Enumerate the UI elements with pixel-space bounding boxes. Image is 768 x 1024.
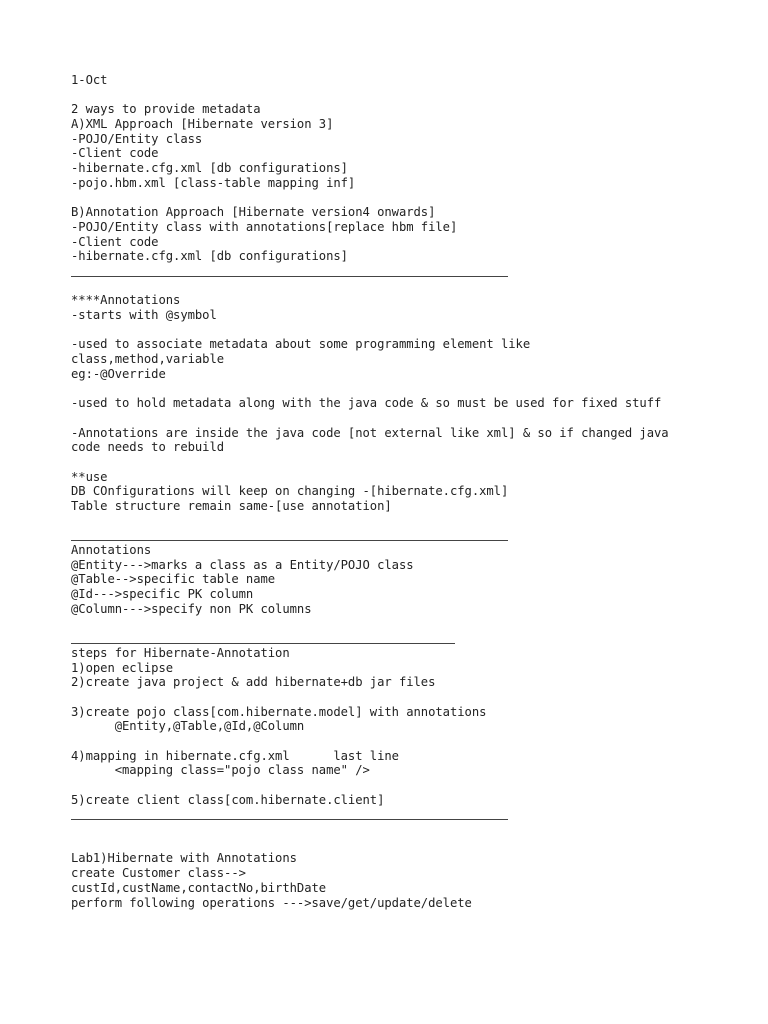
divider-line [71,264,751,279]
lab-line: create Customer class--> [71,866,246,881]
blank-line [71,381,751,396]
blank-line [71,778,751,793]
annotations-inside-code: code needs to rebuild [71,440,225,455]
annotation-entry: @Column--->specify non PK columns [71,601,312,616]
annotations-list-heading: Annotations [71,543,152,557]
annotations-used-associate: -used to associate metadata about some programming element like [71,337,531,352]
use-heading: **use [71,469,108,484]
annotation-approach-item: -POJO/Entity class with annotations[replace hbm file] [71,219,458,234]
blank-line [71,279,751,294]
blank-line [71,837,751,852]
annotation-entry: @Table-->specific table name [71,572,276,587]
step-3-detail: @Entity,@Table,@Id,@Column [71,719,305,734]
annotation-approach-item: -hibernate.cfg.xml [db configurations] [71,249,348,264]
blank-line [71,616,751,631]
annotations-inside-code: -Annotations are inside the java code [not external like xml] & so if changed java [71,425,669,440]
lab-line: custId,custName,contactNo,birthDate [71,880,327,895]
blank-line [71,88,751,103]
annotations-starts-with: -starts with @symbol [71,308,217,322]
xml-approach-item: -Client code [71,146,159,161]
xml-approach-item: -POJO/Entity class [71,131,203,146]
blank-line [71,514,751,529]
divider-line [71,807,751,822]
xml-approach-heading: A)XML Approach [Hibernate version 3] [71,117,334,132]
step-1: 1)open eclipse [71,660,174,675]
step-4: 4)mapping in hibernate.cfg.xml last line [71,748,399,763]
step-2: 2)create java project & add hibernate+db jar files [71,675,436,690]
step-5: 5)create client class[com.hibernate.client] [71,792,385,807]
xml-approach-item: -pojo.hbm.xml [class-table mapping inf] [71,175,356,190]
annotation-entry: @Entity--->marks a class as a Entity/POJO class [71,557,414,572]
blank-line [71,455,751,470]
annotations-intro-heading: ****Annotations [71,293,181,308]
annotations-used-hold: -used to hold metadata along with the java code & so must be used for fixed stuff [71,396,662,411]
intro-line: 2 ways to provide metadata [71,102,261,117]
steps-heading: steps for Hibernate-Annotation [71,645,290,660]
lab-line: perform following operations --->save/get/update/delete [71,895,472,910]
xml-approach-item: -hibernate.cfg.xml [db configurations] [71,161,348,176]
annotation-approach-item: -Client code [71,234,159,249]
blank-line [71,822,751,837]
lab-line: Lab1)Hibernate with Annotations [71,851,297,866]
blank-line [71,690,751,705]
date-line: 1-Oct [71,73,108,87]
use-line: Table structure remain same-[use annotation] [71,498,392,513]
annotations-used-associate: eg:-@Override [71,366,166,381]
divider-line [71,528,751,543]
blank-line [71,411,751,426]
step-3: 3)create pojo class[com.hibernate.model] with annotations [71,704,487,719]
notes-document [71,73,751,910]
use-line: DB COnfigurations will keep on changing -[hibernate.cfg.xml] [71,484,509,499]
annotation-approach-heading: B)Annotation Approach [Hibernate version4 onwards] [71,205,436,220]
step-4-detail: <mapping class="pojo class name" /> [71,763,370,778]
blank-line [71,734,751,749]
annotations-used-associate: class,method,variable [71,352,225,367]
blank-line [71,323,751,338]
blank-line [71,191,751,206]
divider-line [71,631,751,646]
annotation-entry: @Id--->specific PK column [71,587,254,602]
